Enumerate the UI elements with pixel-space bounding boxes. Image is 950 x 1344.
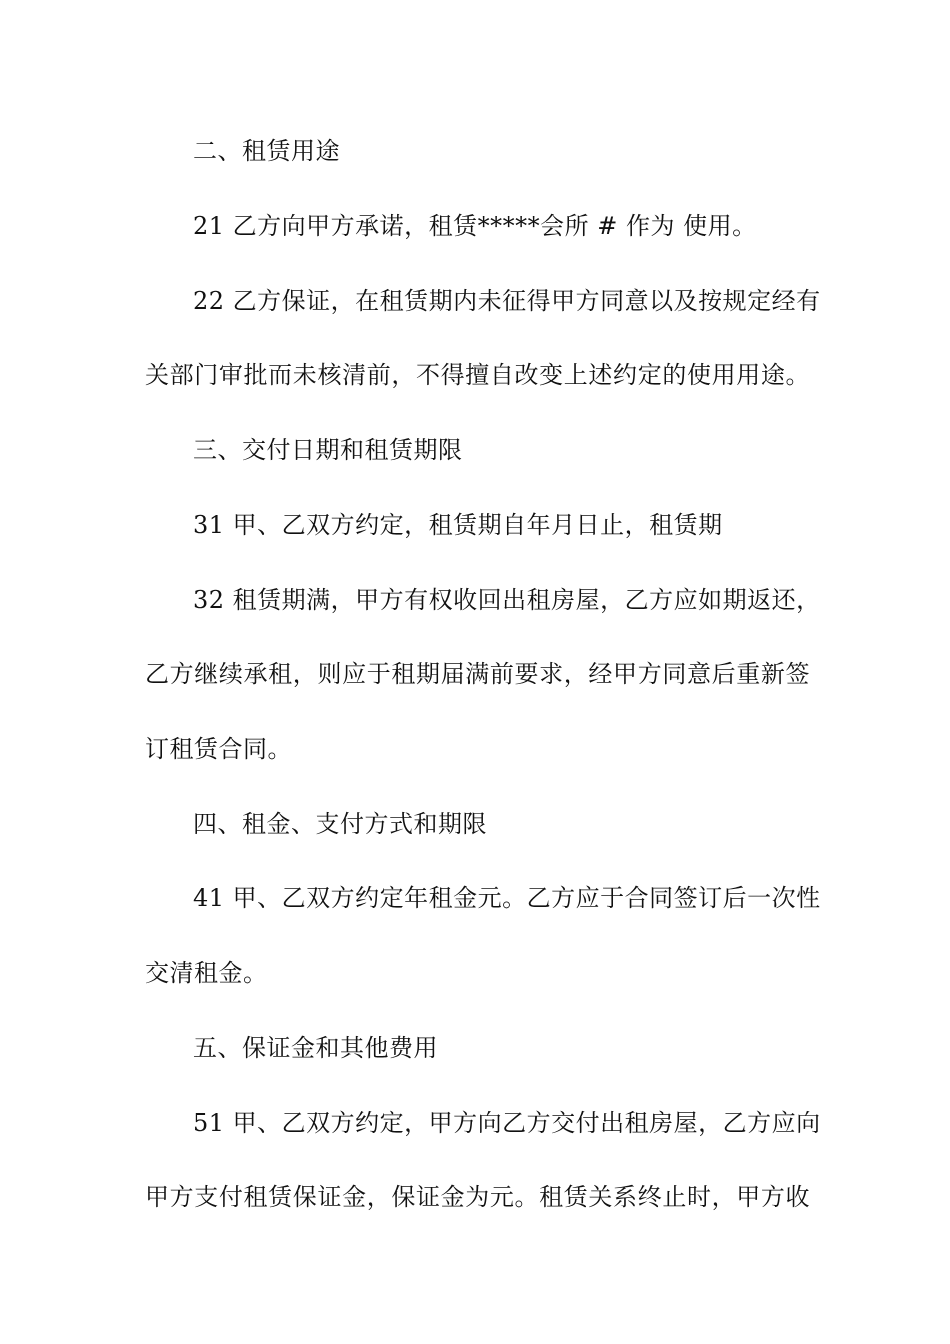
clause-2-1: 21 乙方向甲方承诺，租赁*****会所 # 作为 使用。: [193, 212, 757, 240]
clause-3-2-line-2: 乙方继续承租，则应于租期届满前要求，经甲方同意后重新签: [145, 660, 810, 688]
clause-2-2-line-2: 关部门审批而未核清前，不得擅自改变上述约定的使用用途。: [145, 361, 810, 389]
section-heading-usage: 二、租赁用途: [193, 137, 340, 165]
clause-4-1-line-1: 41 甲、乙双方约定年租金元。乙方应于合同签订后一次性: [193, 884, 821, 912]
clause-5-1-line-1: 51 甲、乙双方约定，甲方向乙方交付出租房屋，乙方应向: [193, 1109, 821, 1137]
clause-3-2-line-3: 订租赁合同。: [145, 735, 292, 763]
clause-4-1-line-2: 交清租金。: [145, 959, 268, 987]
clause-5-1-line-2: 甲方支付租赁保证金，保证金为元。租赁关系终止时，甲方收: [145, 1183, 810, 1211]
section-heading-delivery-term: 三、交付日期和租赁期限: [193, 436, 463, 464]
section-heading-rent-payment: 四、租金、支付方式和期限: [193, 810, 487, 838]
clause-2-2-line-1: 22 乙方保证，在租赁期内未征得甲方同意以及按规定经有: [193, 287, 821, 315]
section-heading-deposit-fees: 五、保证金和其他费用: [193, 1034, 438, 1062]
clause-3-1: 31 甲、乙双方约定，租赁期自年月日止，租赁期: [193, 511, 723, 539]
clause-3-2-line-1: 32 租赁期满，甲方有权收回出租房屋，乙方应如期返还，: [193, 586, 821, 614]
